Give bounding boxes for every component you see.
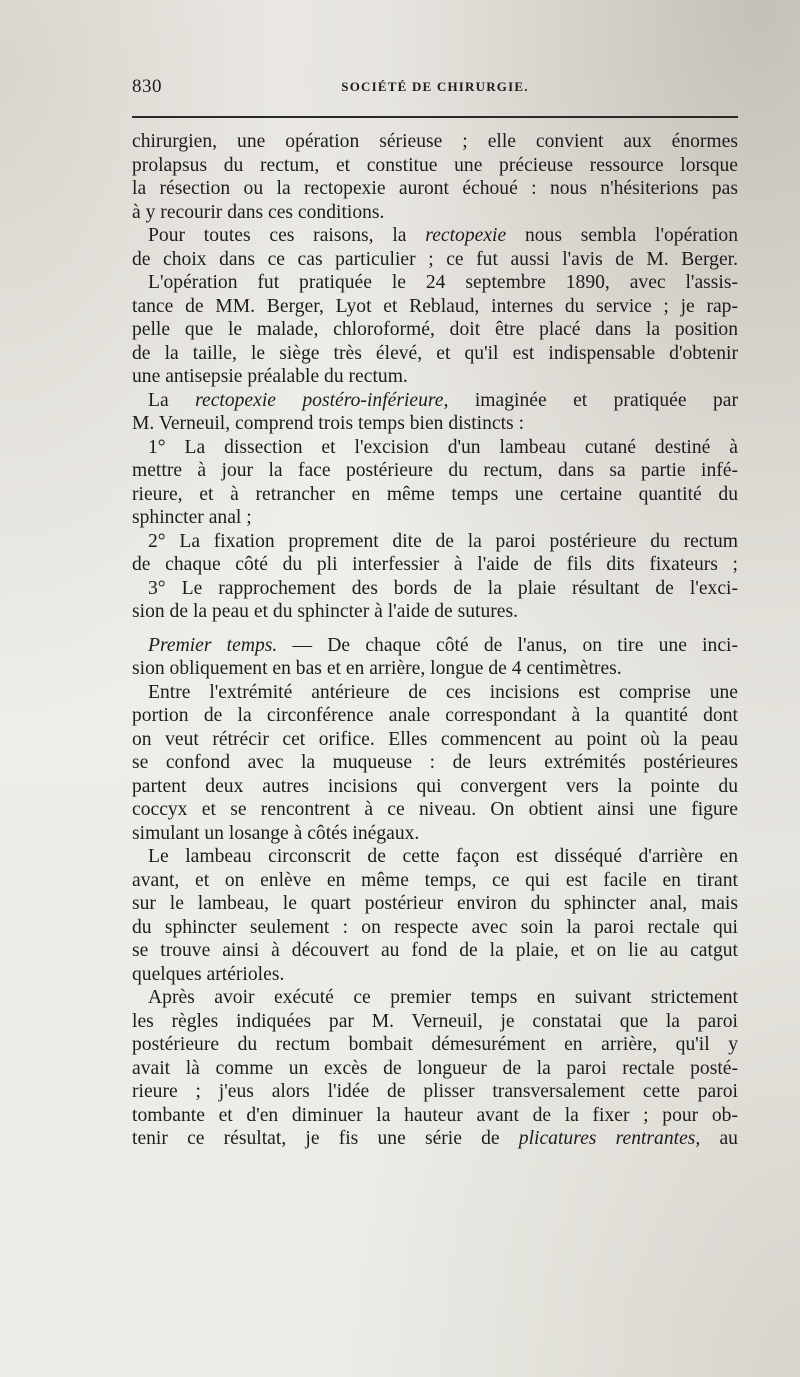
text-line	[132, 389, 738, 413]
text-line: rieure ; j'eus alors l'idée de plisser transversalement cette paroi	[132, 1081, 738, 1102]
text-line: sion de la peau et du sphincter à l'aide de sutures.	[132, 601, 519, 622]
text-line: se confond avec la muqueuse : de leurs extrémités postérieures	[132, 752, 738, 773]
text-line: les règles indiquées par M. Verneuil, je constatai que la paroi	[132, 1010, 738, 1032]
italic-text: rectopexie	[425, 225, 507, 246]
text-line: avant, et on enlève en même temps, ce qui est facile en tirant	[132, 869, 738, 891]
text-line	[132, 634, 738, 658]
text-line: 3° Le rapprochement des bords de la plaie résultant de l'exci-	[148, 577, 738, 599]
text-line	[132, 1127, 738, 1151]
text-line: quelques artérioles.	[132, 963, 285, 985]
text-line: M. Verneuil, comprend trois temps bien distincts :	[132, 413, 525, 434]
text-line: 2° La fixation proprement dite de la paroi postérieure du rectum	[148, 530, 738, 552]
text-line: tance de MM. Berger, Lyot et Reblaud, internes du service ; je rap-	[132, 295, 738, 317]
text-run: au	[700, 1128, 738, 1149]
text-line: du sphincter seulement : on respecte avec soin la paroi rectale qui	[132, 916, 738, 938]
text-line: la résection ou la rectopexie auront échoué : nous n'hésiterions pas	[132, 178, 738, 199]
page-number: 830	[132, 76, 162, 97]
italic-text: rectopexie postéro-inférieure,	[195, 389, 449, 411]
text-line: de choix dans ce cas particulier ; ce fut aussi l'avis de M. Berger.	[132, 248, 738, 270]
text-line: Le lambeau circonscrit de cette façon est disséqué d'arrière en	[148, 846, 738, 867]
text-line: on veut rétrécir cet orifice. Elles commencent au point où la peau	[132, 728, 738, 750]
text-line: chirurgien, une opération sérieuse ; elle convient aux énormes	[132, 131, 738, 152]
running-title: SOCIÉTÉ DE CHIRURGIE.	[341, 79, 529, 94]
text-line: 1° La dissection et l'excision d'un lambeau cutané destiné à	[148, 436, 738, 458]
text-line: à y recourir dans ces conditions.	[132, 201, 385, 223]
text-line: se trouve ainsi à découvert au fond de la plaie, et on lie au catgut	[132, 940, 738, 961]
text-run: Pour toutes ces raisons, la	[148, 225, 426, 246]
text-line: Entre l'extrémité antérieure de ces incisions est comprise une	[148, 681, 738, 703]
text-run: La	[148, 389, 196, 411]
italic-text: Premier temps.	[148, 634, 278, 656]
text-line: L'opération fut pratiquée le 24 septembre 1890, avec l'assis-	[148, 272, 738, 293]
text-line: de la taille, le siège très élevé, et qu'il est indispensable d'obtenir	[132, 342, 738, 364]
text-run: — De chaque côté de l'anus, on tire une inci-	[277, 634, 738, 656]
italic-text: plicatures rentrantes,	[518, 1128, 701, 1149]
text-line: de chaque côté du pli interfessier à l'aide de fils dits fixateurs ;	[132, 554, 738, 575]
text-line: prolapsus du rectum, et constitue une précieuse ressource lorsque	[132, 154, 738, 176]
text-run: nous sembla l'opération	[506, 225, 738, 246]
text-line: partent deux autres incisions qui convergent vers la pointe du	[132, 775, 738, 797]
text-line: portion de la circonférence anale correspondant à la quantité dont	[132, 705, 738, 726]
text-line: pelle que le malade, chloroformé, doit être placé dans la position	[132, 319, 738, 340]
text-line: sur le lambeau, le quart postérieur environ du sphincter anal, mais	[132, 893, 738, 914]
text-line: simulant un losange à côtés inégaux.	[132, 822, 420, 844]
text-line: Après avoir exécuté ce premier temps en suivant strictement	[148, 987, 738, 1008]
header-rule	[132, 116, 738, 118]
page-header	[132, 76, 738, 100]
text-line: mettre à jour la face postérieure du rectum, dans sa partie infé-	[132, 460, 738, 481]
body-text	[132, 130, 738, 1151]
text-line: postérieure du rectum bombait démesurément en arrière, qu'il y	[132, 1034, 738, 1055]
text-line: avait là comme un excès de longueur de la paroi rectale posté-	[132, 1057, 738, 1079]
text-line: une antisepsie préalable du rectum.	[132, 366, 408, 387]
text-line: tombante et d'en diminuer la hauteur avant de la fixer ; pour ob-	[132, 1104, 738, 1126]
text-run: tenir ce résultat, je fis une série de	[132, 1128, 519, 1149]
text-line: sion obliquement en bas et en arrière, longue de 4 centimètres.	[132, 658, 622, 679]
text-line	[132, 224, 738, 248]
text-line: rieure, et à retrancher en même temps une certaine quantité du	[132, 483, 738, 505]
paragraph-gap	[132, 624, 738, 634]
text-line: sphincter anal ;	[132, 507, 252, 528]
text-line: coccyx et se rencontrent à ce niveau. On obtient ainsi une figure	[132, 799, 738, 820]
text-run: imaginée et pratiquée par	[448, 389, 738, 411]
